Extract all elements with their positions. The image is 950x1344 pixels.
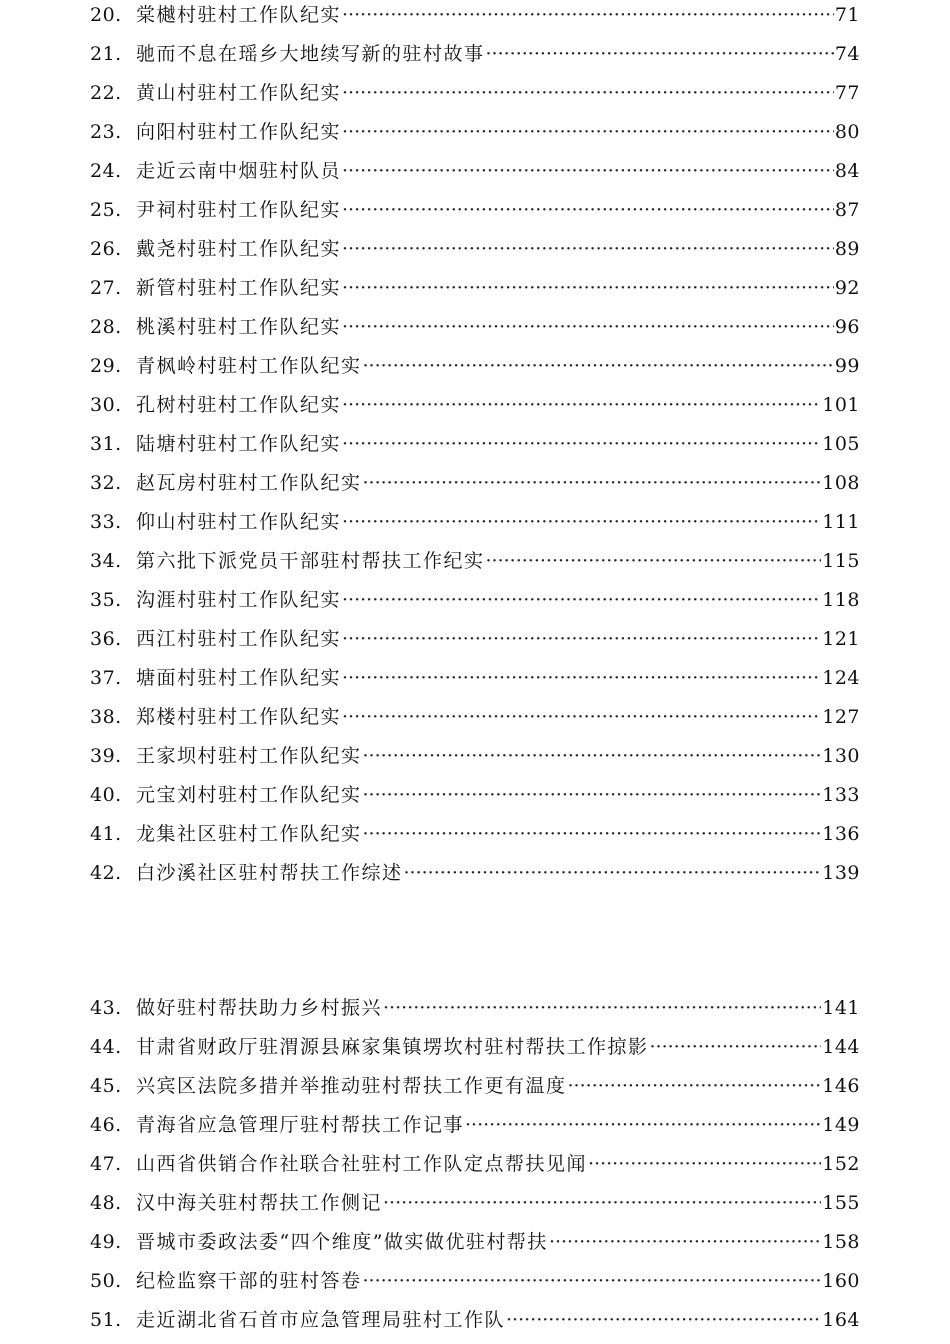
toc-entry-page-number: 136 [822,823,860,845]
toc-entry-number: 50. [90,1270,122,1292]
toc-entry-number: 30. [90,394,122,416]
toc-dot-leader [363,351,834,381]
toc-dot-leader [342,117,834,147]
toc-entry-number: 21. [90,43,122,65]
toc-entry-number: 51. [90,1309,122,1331]
toc-entry-page-number: 124 [822,667,860,689]
toc-entry [90,858,860,897]
toc-dot-leader [342,0,834,30]
toc-entry-page-number: 146 [822,1075,860,1097]
toc-entry-number: 36. [90,628,122,650]
toc-entry-number: 42. [90,862,122,884]
toc-dot-leader [342,702,821,732]
toc-entry-number: 29. [90,355,122,377]
toc-entry [90,39,860,78]
toc-entry [90,546,860,585]
toc-entry-number: 24. [90,160,122,182]
toc-entry-number: 49. [90,1231,122,1253]
toc-entry-page-number: 139 [822,862,860,884]
toc-entry-title: 第六批下派党员干部驻村帮扶工作纪实 [136,550,485,572]
toc-dot-leader [342,234,834,264]
toc-entry-title: 兴宾区法院多措并举推动驻村帮扶工作更有温度 [136,1075,567,1097]
toc-entry-page-number: 99 [834,355,860,377]
toc-dot-leader [486,546,822,576]
toc-entry-page-number: 141 [822,997,860,1019]
toc-dot-leader [363,468,822,498]
toc-dot-leader [383,993,821,1023]
toc-entry-title: 戴尧村驻村工作队纪实 [136,238,342,260]
toc-entry-page-number: 127 [822,706,860,728]
toc-entry [90,273,860,312]
toc-entry-title: 汉中海关驻村帮扶工作侧记 [136,1192,383,1214]
toc-entry-number: 34. [90,550,122,572]
toc-entry-number: 39. [90,745,122,767]
toc-entry-number: 45. [90,1075,122,1097]
toc-entry-number: 44. [90,1036,122,1058]
toc-entry-page-number: 96 [834,316,860,338]
toc-entry-page-number: 133 [822,784,860,806]
toc-entry [90,0,860,39]
toc-entry-page-number: 149 [822,1114,860,1136]
toc-entry [90,390,860,429]
toc-dot-leader [342,507,821,537]
toc-entry-page-number: 105 [822,433,860,455]
toc-dot-leader [342,585,821,615]
toc-entry [90,507,860,546]
toc-entry-page-number: 115 [822,550,860,572]
toc-entry-page-number: 101 [822,394,860,416]
toc-entry-page-number: 158 [822,1231,860,1253]
toc-entry-page-number: 152 [822,1153,860,1175]
toc-entry-page-number: 84 [834,160,860,182]
toc-entry [90,468,860,507]
toc-dot-leader [363,780,822,810]
toc-entry-title: 白沙溪社区驻村帮扶工作综述 [136,862,403,884]
toc-list-second [90,993,860,1344]
toc-entry-title: 晋城市委政法委“四个维度”做实做优驻村帮扶 [136,1231,548,1253]
toc-entry [90,585,860,624]
toc-entry-number: 28. [90,316,122,338]
toc-entry [90,819,860,858]
toc-entry-title: 西江村驻村工作队纪实 [136,628,342,650]
toc-dot-leader [588,1149,821,1179]
toc-entry-title: 走近湖北省石首市应急管理局驻村工作队 [136,1309,506,1331]
toc-entry-title: 棠樾村驻村工作队纪实 [136,4,342,26]
toc-entry-page-number: 118 [822,589,860,611]
toc-entry-page-number: 111 [822,511,860,533]
toc-entry-title: 桃溪村驻村工作队纪实 [136,316,342,338]
toc-dot-leader [342,429,821,459]
toc-entry-number: 22. [90,82,122,104]
toc-entry [90,1071,860,1110]
toc-entry-title: 尹祠村驻村工作队纪实 [136,199,342,221]
toc-entry [90,993,860,1032]
toc-entry-page-number: 160 [822,1270,860,1292]
toc-entry [90,429,860,468]
toc-list-first [90,0,860,897]
toc-dot-leader [363,1266,822,1296]
toc-entry-title: 黄山村驻村工作队纪实 [136,82,342,104]
toc-entry-number: 38. [90,706,122,728]
toc-dot-leader [383,1188,821,1218]
toc-entry-number: 23. [90,121,122,143]
toc-entry-number: 32. [90,472,122,494]
toc-entry-number: 35. [90,589,122,611]
toc-entry-page-number: 77 [834,82,860,104]
toc-entry-title: 王家坝村驻村工作队纪实 [136,745,362,767]
toc-entry-title: 沟涯村驻村工作队纪实 [136,589,342,611]
toc-entry-page-number: 130 [822,745,860,767]
toc-dot-leader [363,741,822,771]
toc-entry [90,1110,860,1149]
toc-dot-leader [342,663,821,693]
toc-dot-leader [363,819,822,849]
toc-dot-leader [650,1032,822,1062]
toc-entry-number: 25. [90,199,122,221]
toc-dot-leader [342,195,834,225]
toc-entry-number: 20. [90,4,122,26]
toc-entry-page-number: 87 [834,199,860,221]
toc-entry-title: 陆塘村驻村工作队纪实 [136,433,342,455]
toc-dot-leader [342,390,821,420]
toc-entry-page-number: 74 [834,43,860,65]
toc-entry-title: 青海省应急管理厅驻村帮扶工作记事 [136,1114,465,1136]
toc-entry-title: 仰山村驻村工作队纪实 [136,511,342,533]
toc-entry-page-number: 80 [834,121,860,143]
toc-entry-title: 向阳村驻村工作队纪实 [136,121,342,143]
toc-entry [90,1266,860,1305]
toc-entry-number: 47. [90,1153,122,1175]
toc-entry [90,1032,860,1071]
toc-entry-title: 甘肃省财政厅驻渭源县麻家集镇塄坎村驻村帮扶工作掠影 [136,1036,649,1058]
toc-entry-title: 纪检监察干部的驻村答卷 [136,1270,362,1292]
toc-entry-page-number: 144 [822,1036,860,1058]
toc-entry-number: 27. [90,277,122,299]
toc-dot-leader [549,1227,821,1257]
toc-entry [90,195,860,234]
toc-entry [90,1149,860,1188]
toc-entry [90,1227,860,1266]
toc-dot-leader [342,156,834,186]
toc-entry [90,156,860,195]
toc-dot-leader [506,1305,821,1335]
toc-entry-page-number: 92 [834,277,860,299]
toc-entry-number: 33. [90,511,122,533]
toc-dot-leader [342,273,834,303]
toc-entry-number: 41. [90,823,122,845]
toc-entry-title: 孔树村驻村工作队纪实 [136,394,342,416]
toc-entry-number: 46. [90,1114,122,1136]
toc-entry-page-number: 108 [822,472,860,494]
toc-entry-number: 48. [90,1192,122,1214]
toc-entry-title: 塘面村驻村工作队纪实 [136,667,342,689]
toc-entry-number: 43. [90,997,122,1019]
toc-entry-title: 龙集社区驻村工作队纪实 [136,823,362,845]
toc-entry [90,624,860,663]
toc-entry [90,702,860,741]
toc-entry-page-number: 121 [822,628,860,650]
toc-entry-number: 26. [90,238,122,260]
toc-entry [90,741,860,780]
toc-entry-title: 郑楼村驻村工作队纪实 [136,706,342,728]
toc-dot-leader [465,1110,821,1140]
toc-entry-title: 新管村驻村工作队纪实 [136,277,342,299]
toc-entry-number: 37. [90,667,122,689]
toc-dot-leader [404,858,822,888]
toc-dot-leader [342,312,834,342]
toc-entry [90,117,860,156]
toc-entry-title: 元宝刘村驻村工作队纪实 [136,784,362,806]
toc-dot-leader [342,624,821,654]
toc-entry [90,780,860,819]
toc-entry [90,1305,860,1344]
toc-entry [90,1188,860,1227]
toc-entry-title: 驰而不息在瑶乡大地续写新的驻村故事 [136,43,485,65]
toc-entry-page-number: 71 [834,4,860,26]
toc-entry-title: 山西省供销合作社联合社驻村工作队定点帮扶见闻 [136,1153,588,1175]
toc-entry-title: 赵瓦房村驻村工作队纪实 [136,472,362,494]
toc-entry-title: 走近云南中烟驻村队员 [136,160,342,182]
toc-entry [90,312,860,351]
toc-entry-page-number: 89 [834,238,860,260]
toc-entry-title: 做好驻村帮扶助力乡村振兴 [136,997,383,1019]
toc-entry [90,351,860,390]
toc-dot-leader [486,39,834,69]
toc-entry-number: 40. [90,784,122,806]
toc-entry [90,78,860,117]
toc-entry-page-number: 155 [822,1192,860,1214]
toc-entry-page-number: 164 [822,1309,860,1331]
toc-entry-number: 31. [90,433,122,455]
toc-entry [90,234,860,273]
toc-entry [90,663,860,702]
toc-dot-leader [342,78,834,108]
toc-dot-leader [568,1071,822,1101]
toc-entry-title: 青枫岭村驻村工作队纪实 [136,355,362,377]
